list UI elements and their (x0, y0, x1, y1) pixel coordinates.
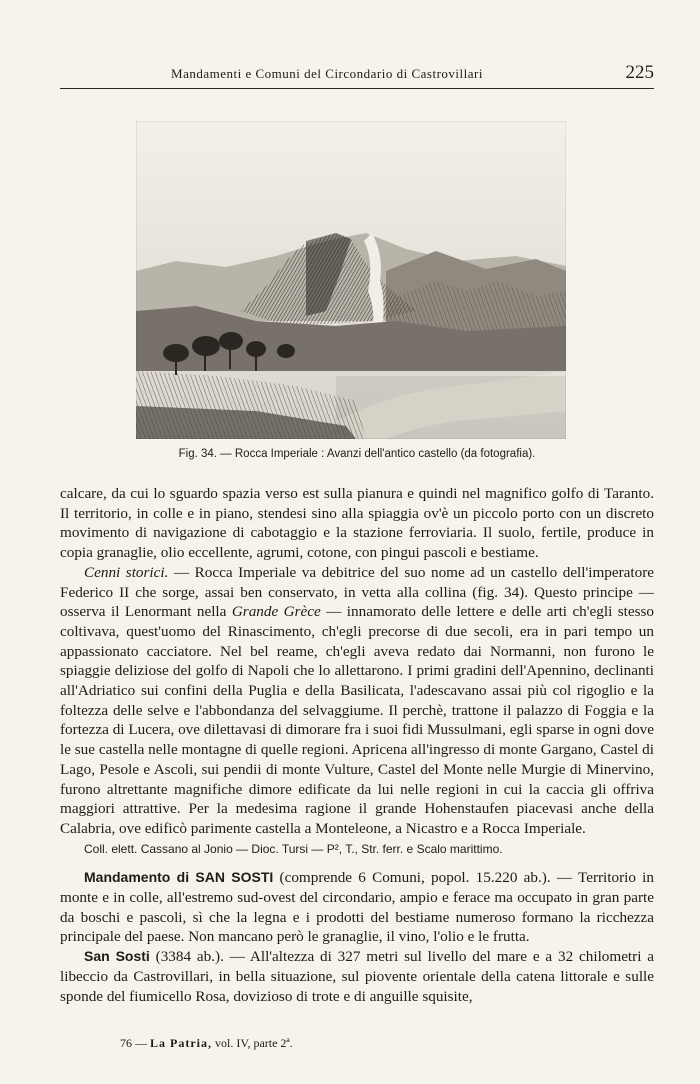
place-heading-san-sosti: San Sosti (84, 948, 150, 965)
paragraph-cenni-text-a: — Rocca Imperiale va debitrice del suo nome ad un castello dell'imperatore Federico II che sorge, assai ben conservato, in vetta alla collina (fig. 34). Questo principe — osserva il Lenormant nella (60, 563, 655, 621)
administrative-note: Coll. elett. Cassano al Jonio — Dioc. Tursi — P², T., Str. ferr. e Scalo marittimo. (84, 841, 503, 856)
footer-journal: La Patria, (150, 1036, 212, 1050)
footer-volume: vol. IV, parte 2ª. (215, 1036, 293, 1050)
footer-page-ref: 76 — (120, 1036, 147, 1050)
cited-work-title: Grande Grèce (231, 603, 321, 621)
paragraph-san-sosti-text: (3384 ab.). — All'altezza di 327 metri sul livello del mare e a 32 chilometri a libeccio da Castrovillari, in bella situazione, sul pioventе orientale della catena littorale e sulle sponde del fiumicello Rosa, dovizioso di trote e di anguille squisite, (60, 948, 655, 1005)
mandamento-heading: Mandamento di SAN SOSTI (84, 869, 274, 886)
page-number: 225 (625, 62, 654, 83)
page-footer (120, 1036, 293, 1051)
paragraph-cenni-storici (60, 563, 654, 839)
paragraph-mandamento-text: (comprende 6 Comuni, popol. 15.220 ab.). — Territorio in monte e in colle, all'estremo sud-ovest del circondario, ampio e ferace ma occupato in gran parte da boschi e pascoli, sì che la legna e i prodotti del bestiame numeroso formano la ricchezza principale del paese. Non mancano però le granaglie, il vino, l'olio e le frutta. (60, 869, 654, 946)
paragraph-mandamento (60, 868, 654, 947)
running-header (60, 64, 654, 89)
paragraph-cenni-text-b: — innamorato delle lettere e delle arti ch'egli stesso coltivava, quest'uomo del Rinascimento, ch'egli precorse di due secoli, era in pari tempo un appassionato cacciatore. Nel bel reame, ch'egli aveva redato dai Normanni, non furono le spiaggie deliziose del golfo di Napoli che lo allettarono. I primi gradini dell'Apennino, declinanti all'Adriatico sui confini della Puglia e della Basilicata, l'adescavano assai più col rigoglio e la foltezza delle selve e l'abbondanza del selvaggiume. Il perchè, trattone il palazzo di Foggia e la fortezza di Lucera, ove dilettavasi di dimorare fra i suoi fidi Mussulmani, egli sparse in ogni dove le sue castella nelle montagne di quelle regioni. Apricena all'ingresso di monte Gargano, Castel di Lago, Pesole e Ascoli, sui pendii di monte Vulture, Castel del Monte nelle Murgie di Minervino, furono altrettante magnifiche dimore edificate da lui nelle regioni in cui la caccia gli offriva maggiori attrattive. Per la medesima ragione il grande Hohenstaufen piacevasi anche della Calabria, ove edificò parimente castella a Monteleone, a Nicastro e a Rocca Imperiale. (60, 603, 654, 837)
body-text (60, 484, 654, 1006)
engraving-figure (136, 121, 566, 439)
rocca-imperiale-engraving (136, 121, 566, 439)
running-title: Mandamenti e Comuni del Circondario di Castrovillari (171, 66, 483, 81)
paragraph-san-sosti (60, 947, 654, 1006)
section-lead-cenni-storici: Cenni storici. (84, 563, 169, 581)
figure-caption: Fig. 34. — Rocca Imperiale : Avanzi dell'antico castello (da fotografia). (178, 448, 536, 460)
paragraph-intro: calcare, da cui lo sguardo spazia verso est sulla pianura e quindi nel magnifico golfo di Taranto. Il territorio, in colle e in piano, stendesi sino alla spiaggia ov'è un piccolo porto con un discreto movimento di navigazione di cabotaggio e la stazione ferroviaria. Il suolo, fertile, produce in copia granaglie, olio eccellente, agrumi, cotone, con pingui pascoli e bestiame. (60, 485, 654, 562)
